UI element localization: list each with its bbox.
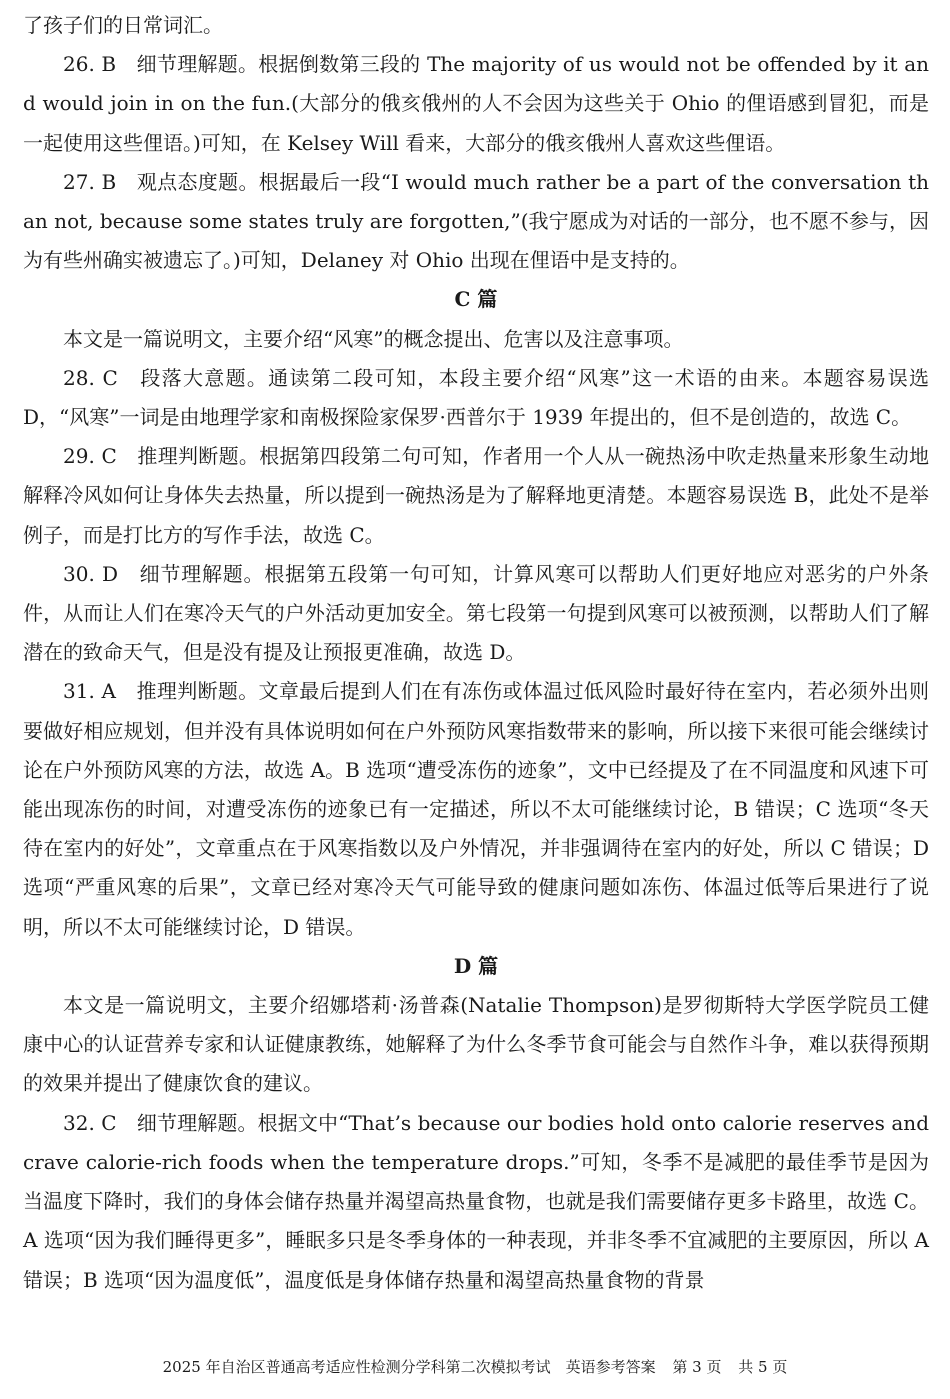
answer-28: 28. C 段落大意题。通读第二段可知，本段主要介绍“风寒”这一术语的由来。本题容易误选 D，“风寒”一词是由地理学家和南极探险家保罗·西普尔于 1939 年提出的，但不是创造的，故选 C。 — [23, 365, 929, 430]
page-footer — [0, 1355, 950, 1379]
section-d-heading: D 篇 — [453, 953, 499, 978]
answer-29: 29. C 推理判断题。根据第四段第二句可知，作者用一个人从一碗热汤中吹走热量来形象生动地解释冷风如何让身体失去热量，所以提到一碗热汤是为了解释地更清楚。本题容易误选 B，此处不是举例子，而是打比方的写作手法，故选 C。 — [23, 444, 929, 547]
answer-page — [23, 6, 929, 1300]
answer-31: 31. A 推理判断题。文章最后提到人们在有冻伤或体温过低风险时最好待在室内，若必须外出则要做好相应规划，但并没有具体说明如何在户外预防风寒指数带来的影响，所以接下来很可能会继续讨论在户外预防风寒的方法，故选 A。B 选项“遭受冻伤的迹象”，文中已经提及了在不同温度和风速下可能出现冻伤的时间，对遭受冻伤的迹象已有一定描述，所以不太可能继续讨论，B 错误；C 选项“冬天待在室内的好处”，文章重点在于风寒指数以及户外情况，并非强调待在室内的好处，所以 C 错误；D 选项“严重风寒的后果”，文章已经对寒冷天气可能导致的健康问题如冻伤、体温过低等后果进行了说明，所以不太可能继续讨论，D 错误。 — [23, 679, 929, 939]
paragraph-continuation: 了孩子们的日常词汇。 — [23, 13, 223, 37]
answer-30: 30. D 细节理解题。根据第五段第一句可知，计算风寒可以帮助人们更好地应对恶劣的户外条件，从而让人们在寒冷天气的户外活动更加安全。第七段第一句提到风寒可以被预测，以帮助人们了解潜在的致命天气，但是没有提及让预报更准确，故选 D。 — [23, 561, 929, 665]
answer-26: 26. B 细节理解题。根据倒数第三段的 The majority of us would not be offended by it and would join in on the fun.(大部分的俄亥俄州的人不会因为这些关于 Ohio 的俚语感到冒犯，而是一起使用这些俚语。)可知，在 Kelsey Will 看来，大部分的俄亥俄州人喜欢这些俚语。 — [23, 52, 929, 155]
answer-27: 27. B 观点态度题。根据最后一段“I would much rather be a part of the conversation than not, because some states truly are forgotten,”(我宁愿成为对话的一部分，也不愿不参与，因为有些州确实被遗忘了。)可知，Delaney 对 Ohio 出现在俚语中是支持的。 — [23, 169, 929, 273]
footer-exam-title: 2025 年自治区普通高考适应性检测分学科第二次模拟考试 英语参考答案 — [162, 1358, 656, 1376]
footer-page-number: 第 3 页 — [672, 1358, 722, 1376]
answer-32: 32. C 细节理解题。根据文中“That’s because our bodies hold onto calorie reserves and crave calorie-rich foods when the temperature drops.”可知，冬季不是减肥的最佳季节是因为当温度下降时，我们的身体会储存热量并渴望高热量食物，也就是我们需要储存更多卡路里，故选 C。A 选项“因为我们睡得更多”，睡眠多只是冬季身体的一种表现，并非冬季不宜减肥的主要原因，所以 A 错误；B 选项“因为温度低”，温度低是身体储存热量和渴望高热量食物的背景 — [23, 1110, 929, 1292]
footer-total-pages: 共 5 页 — [738, 1358, 788, 1376]
section-c-heading: C 篇 — [454, 287, 498, 312]
section-d-intro: 本文是一篇说明文，主要介绍娜塔莉·汤普森(Natalie Thompson)是罗彻斯特大学医学院员工健康中心的认证营养专家和认证健康教练，她解释了为什么冬季节食可能会与自然作斗争，难以获得预期的效果并提出了健康饮食的建议。 — [23, 993, 929, 1096]
section-c-intro: 本文是一篇说明文，主要介绍“风寒”的概念提出、危害以及注意事项。 — [63, 326, 684, 351]
